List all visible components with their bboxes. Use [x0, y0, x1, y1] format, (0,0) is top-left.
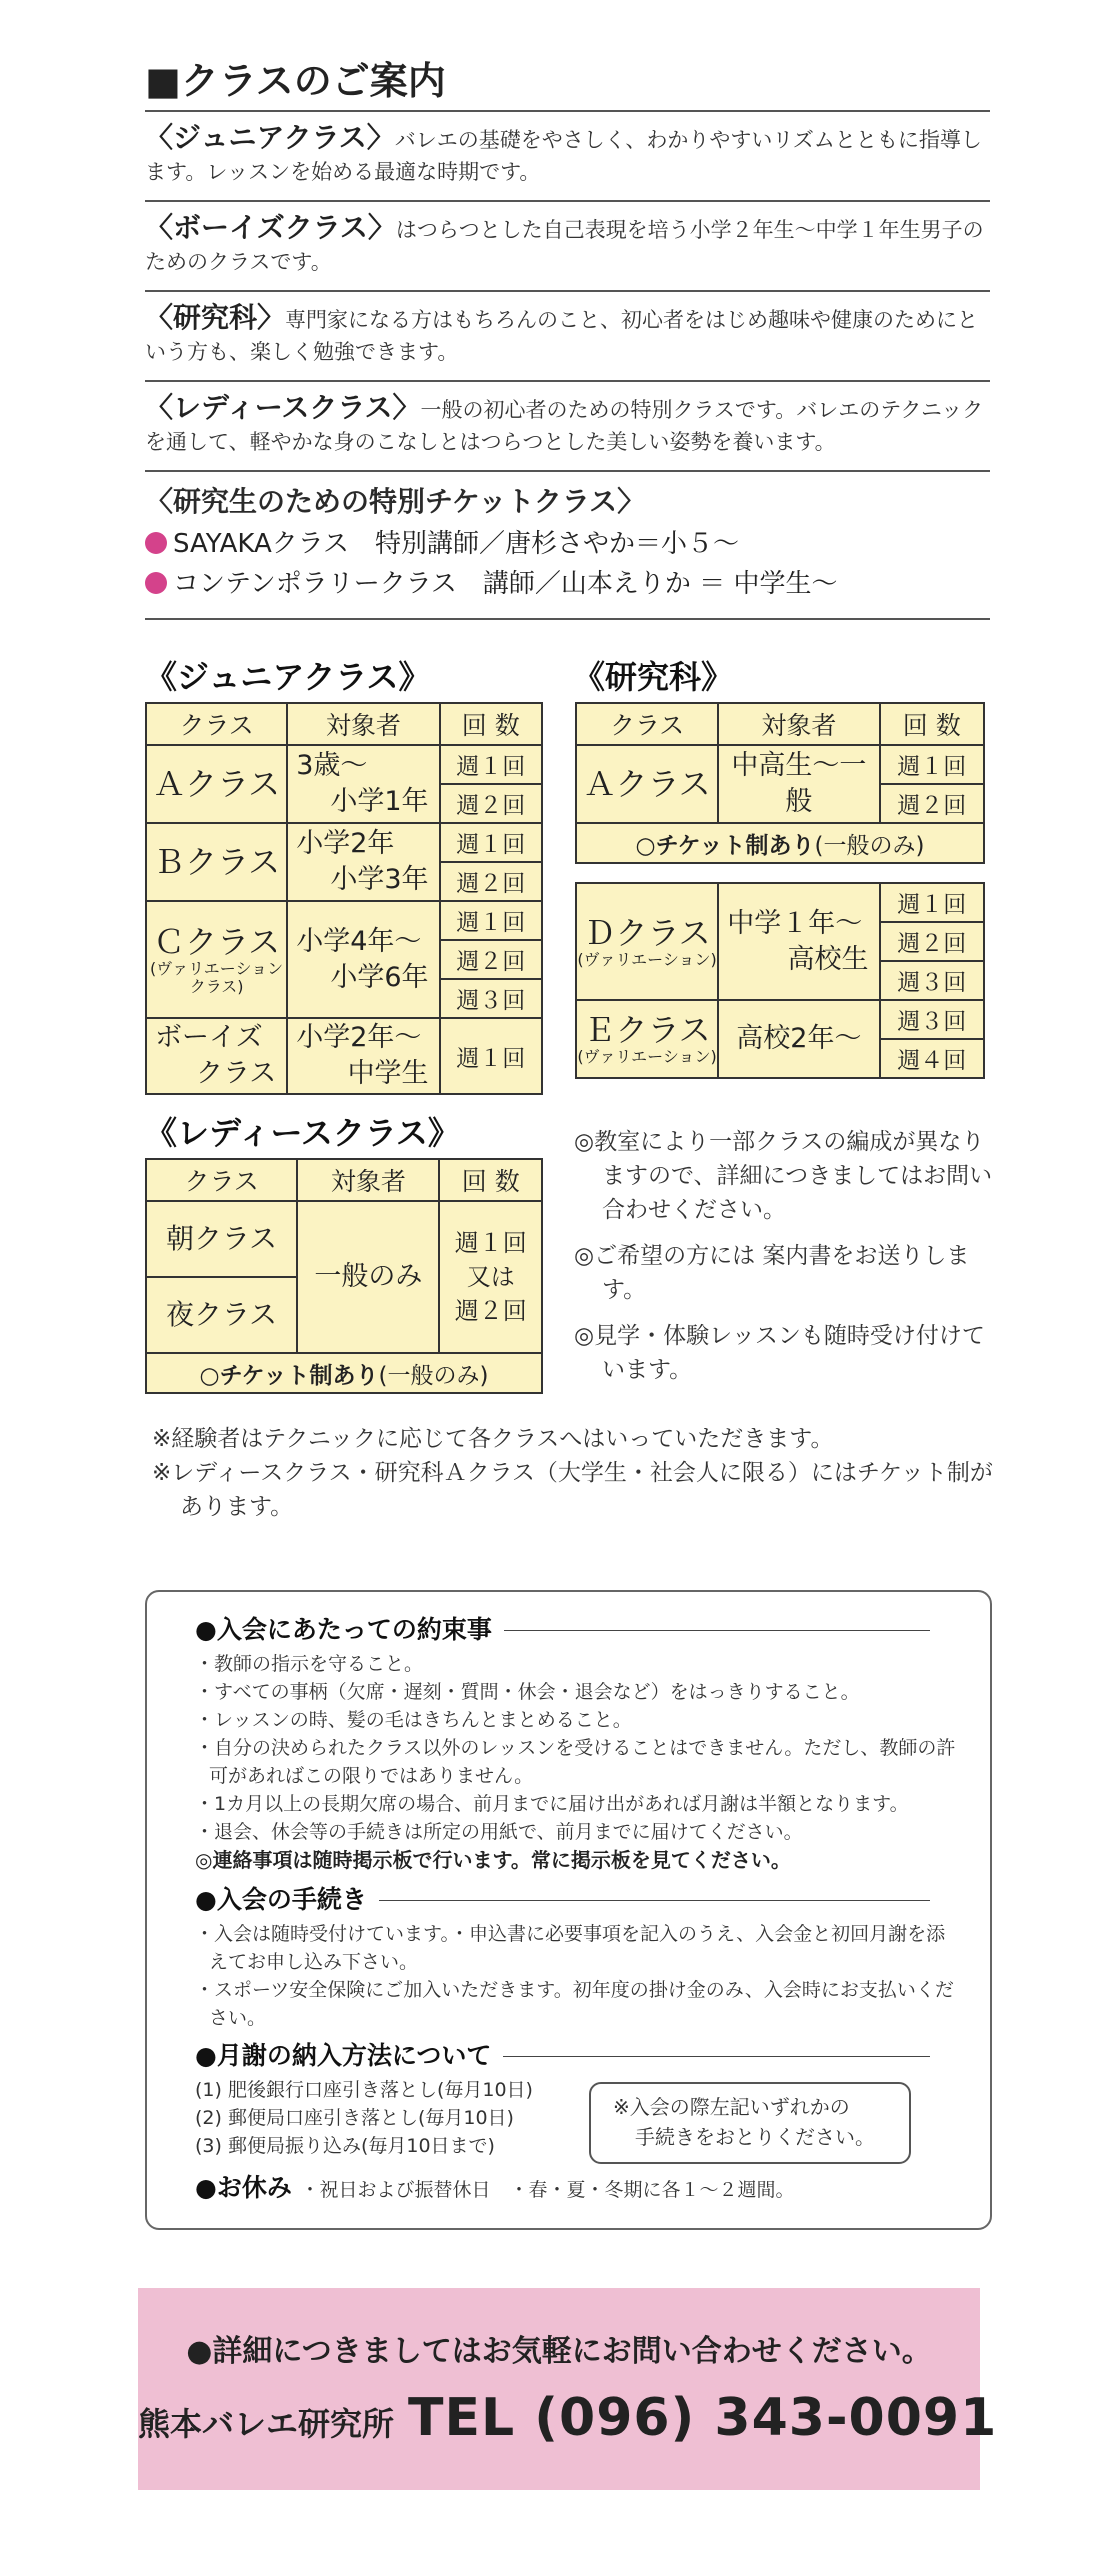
notes-right [574, 1125, 994, 1399]
intro-desc: 専門家になる方はもちろんのこと、初心者をはじめ趣味や健康のためにという方も、楽しく勉強できます。 [145, 308, 979, 364]
boys-table [145, 1017, 543, 1095]
class-b: Ｂクラス [146, 823, 287, 901]
note: ◎ご希望の方には 案内書をお送りします。 [574, 1243, 970, 1303]
ladies-morning: 朝クラス [146, 1201, 297, 1277]
contact-question: ●詳細につきましてはお気軽にお問い合わせください。 [186, 2334, 932, 2369]
count-cell: 週１回 [440, 823, 542, 862]
kenkyu-de-table [575, 882, 985, 1079]
count-cell: 週３回 [880, 1000, 984, 1039]
bullet-dot-icon [145, 532, 167, 554]
target-c: 小学4年〜 小学6年 [287, 901, 439, 1018]
special-ticket-classes [145, 472, 990, 620]
payment-method: (1) 肥後銀行口座引き落とし(毎月10日) [195, 2079, 533, 2101]
note: ◎教室により一部クラスの編成が異なりますので、詳細につきましてはお問い合わせください。 [574, 1129, 993, 1223]
count-cell: 週３回 [440, 979, 542, 1018]
intro-name: 〈レディースクラス〉 [145, 391, 421, 424]
special-heading: 〈研究生のための特別チケットクラス〉 [145, 485, 646, 518]
payment-section [195, 2076, 960, 2160]
class-guide-section [145, 50, 990, 620]
col-header-target: 対象者 [287, 703, 439, 745]
ticket-note: ○チケット制あり(一般のみ) [146, 1353, 542, 1393]
rules-box [145, 1590, 992, 2230]
rules-heading: ●入会にあたっての約束事 [195, 1610, 960, 1650]
count-cell: 週４回 [880, 1039, 984, 1078]
holiday-heading: ●お休み ・祝日および振替休日 ・春・夏・冬期に各１〜２週間。 [195, 2173, 795, 2202]
junior-title: 《ジュニアクラス》 [145, 658, 431, 696]
kenkyu-target-d: 中学１年〜 高校生 [718, 883, 879, 1000]
rule-line: ・すべての事柄（欠席・遅刻・質問・休会・退会など）をはっきりすること。 [195, 1681, 860, 1703]
note: ※レディースクラス・研究科Ａクラス（大学生・社会人に限る）にはチケット制があります。 [152, 1460, 993, 1520]
count-cell: 週１回 [440, 901, 542, 940]
kenkyu-target-a: 中高生〜一般 [718, 745, 879, 823]
count-cell: 週２回 [880, 784, 984, 823]
procedure-line: ・入会は随時受付けています。・申込書に必要事項を記入のうえ、入会金と初回月謝を添えてお申し込み下さい。 [195, 1923, 946, 1973]
target-a: 3歳〜 小学1年 [287, 745, 439, 823]
kenkyu-intro [145, 292, 990, 382]
contact-line [138, 2388, 998, 2448]
holiday-text: ・祝日および振替休日 ・春・夏・冬期に各１〜２週間。 [300, 2179, 795, 2201]
count-cell: 週１回 [880, 883, 984, 922]
ladies-count: 週１回 又は 週２回 [439, 1201, 542, 1353]
rule-line: ・教師の指示を守ること。 [195, 1653, 424, 1675]
kenkyu-a-table [575, 702, 985, 864]
count-cell: 週２回 [440, 940, 542, 979]
col-header-count: 回 数 [880, 703, 984, 745]
rule-line: ・1カ月以上の長期欠席の場合、前月までに届け出があれば月謝は半額となります。 [195, 1793, 909, 1815]
org-name: 熊本バレエ研究所 [138, 2405, 395, 2443]
count-cell: 週１回 [440, 745, 542, 784]
target-boys: 小学2年〜 中学生 [287, 1018, 439, 1094]
rule-notice: ◎連絡事項は随時掲示板で行います。常に掲示板を見てください。 [195, 1848, 791, 1872]
count-cell: 週２回 [880, 922, 984, 961]
kenkyu-class-a: Ａクラス [576, 745, 718, 823]
intro-desc: 一般の初心者のための特別クラスです。バレエのテクニックを通して、軽やかな身のこなしとはつらつとした美しい姿勢を養います。 [145, 398, 984, 454]
ladies-title: 《レディースクラス》 [145, 1114, 460, 1152]
col-header-count: 回 数 [439, 1159, 542, 1201]
col-header-class: クラス [146, 703, 287, 745]
phone-number[interactable]: TEL (096) 343-0091 [408, 2388, 998, 2448]
boys-intro [145, 202, 990, 292]
ticket-note: ○チケット制あり(一般のみ) [576, 823, 984, 863]
col-header-class: クラス [576, 703, 718, 745]
kenkyu-class-e: Ｅクラス (ヴァリエーション) [576, 1000, 718, 1078]
payment-method: (2) 郵便局口座引き落とし(毎月10日) [195, 2107, 514, 2129]
class-c: Ｃクラス (ヴァリエーションクラス) [146, 901, 287, 1018]
col-header-count: 回 数 [440, 703, 542, 745]
heading-rule [504, 1630, 930, 1631]
intro-name: 〈研究科〉 [145, 301, 286, 334]
bullet-dot-icon [145, 572, 167, 594]
heading-rule [379, 1900, 930, 1901]
ladies-target: 一般のみ [297, 1201, 439, 1353]
intro-desc: はつらつとした自己表現を培う小学２年生〜中学１年生男子のためのクラスです。 [145, 218, 984, 274]
intro-desc: バレエの基礎をやさしく、わかりやすいリズムとともに指導します。レッスンを始める最適な時期です。 [145, 128, 982, 184]
contact-banner [138, 2288, 998, 2490]
ladies-night: 夜クラス [146, 1277, 297, 1353]
procedure-heading: ●入会の手続き [195, 1880, 960, 1920]
junior-intro [145, 112, 990, 202]
rule-line: ・自分の決められたクラス以外のレッスンを受けることはできません。ただし、教師の許可があればこの限りではありません。 [195, 1737, 956, 1787]
class-a: Ａクラス [146, 745, 287, 823]
ladies-intro [145, 382, 990, 472]
intro-name: 〈ボーイズクラス〉 [145, 211, 396, 244]
kenkyu-title: 《研究科》 [573, 658, 734, 696]
holiday-section [195, 2168, 960, 2210]
intro-name: 〈ジュニアクラス〉 [145, 121, 395, 154]
count-cell: 週２回 [440, 784, 542, 823]
col-header-class: クラス [146, 1159, 297, 1201]
payment-heading: ●月謝の納入方法について [195, 2036, 960, 2076]
junior-table [145, 702, 543, 1019]
payment-method: (3) 郵便局振り込み(毎月10日まで) [195, 2135, 495, 2157]
heading-rule [503, 2056, 930, 2057]
kenkyu-target-e: 高校2年〜 [718, 1000, 879, 1078]
col-header-target: 対象者 [718, 703, 879, 745]
ladies-table [145, 1158, 543, 1394]
note: ◎見学・体験レッスンも随時受け付けています。 [574, 1323, 985, 1383]
rule-line: ・レッスンの時、髪の毛はきちんとまとめること。 [195, 1709, 632, 1731]
count-cell: 週１回 [440, 1018, 542, 1094]
count-cell: 週２回 [440, 862, 542, 901]
notes-bottom [152, 1422, 1002, 1524]
class-boys: ボーイズ クラス [146, 1018, 287, 1094]
count-cell: 週３回 [880, 961, 984, 1000]
payment-callout: ※入会の際左記いずれかの 手続きをおとりください。 [589, 2082, 911, 2164]
note: ※経験者はテクニックに応じて各クラスへはいっていただきます。 [152, 1426, 834, 1452]
special-row: SAYAKAクラス 特別講師／唐杉さやか＝小５〜 [145, 524, 990, 564]
target-b: 小学2年 小学3年 [287, 823, 439, 901]
rule-line: ・退会、休会等の手続きは所定の用紙で、前月までに届けてください。 [195, 1821, 803, 1843]
class-guide-title: ■クラスのご案内 [145, 50, 990, 112]
col-header-target: 対象者 [297, 1159, 439, 1201]
procedure-line: ・スポーツ安全保険にご加入いただきます。初年度の掛け金のみ、入会時にお支払いください。 [195, 1979, 954, 2029]
kenkyu-class-d: Ｄクラス (ヴァリエーション) [576, 883, 718, 1000]
count-cell: 週１回 [880, 745, 984, 784]
special-row: コンテンポラリークラス 講師／山本えりか ＝ 中学生〜 [145, 564, 990, 604]
